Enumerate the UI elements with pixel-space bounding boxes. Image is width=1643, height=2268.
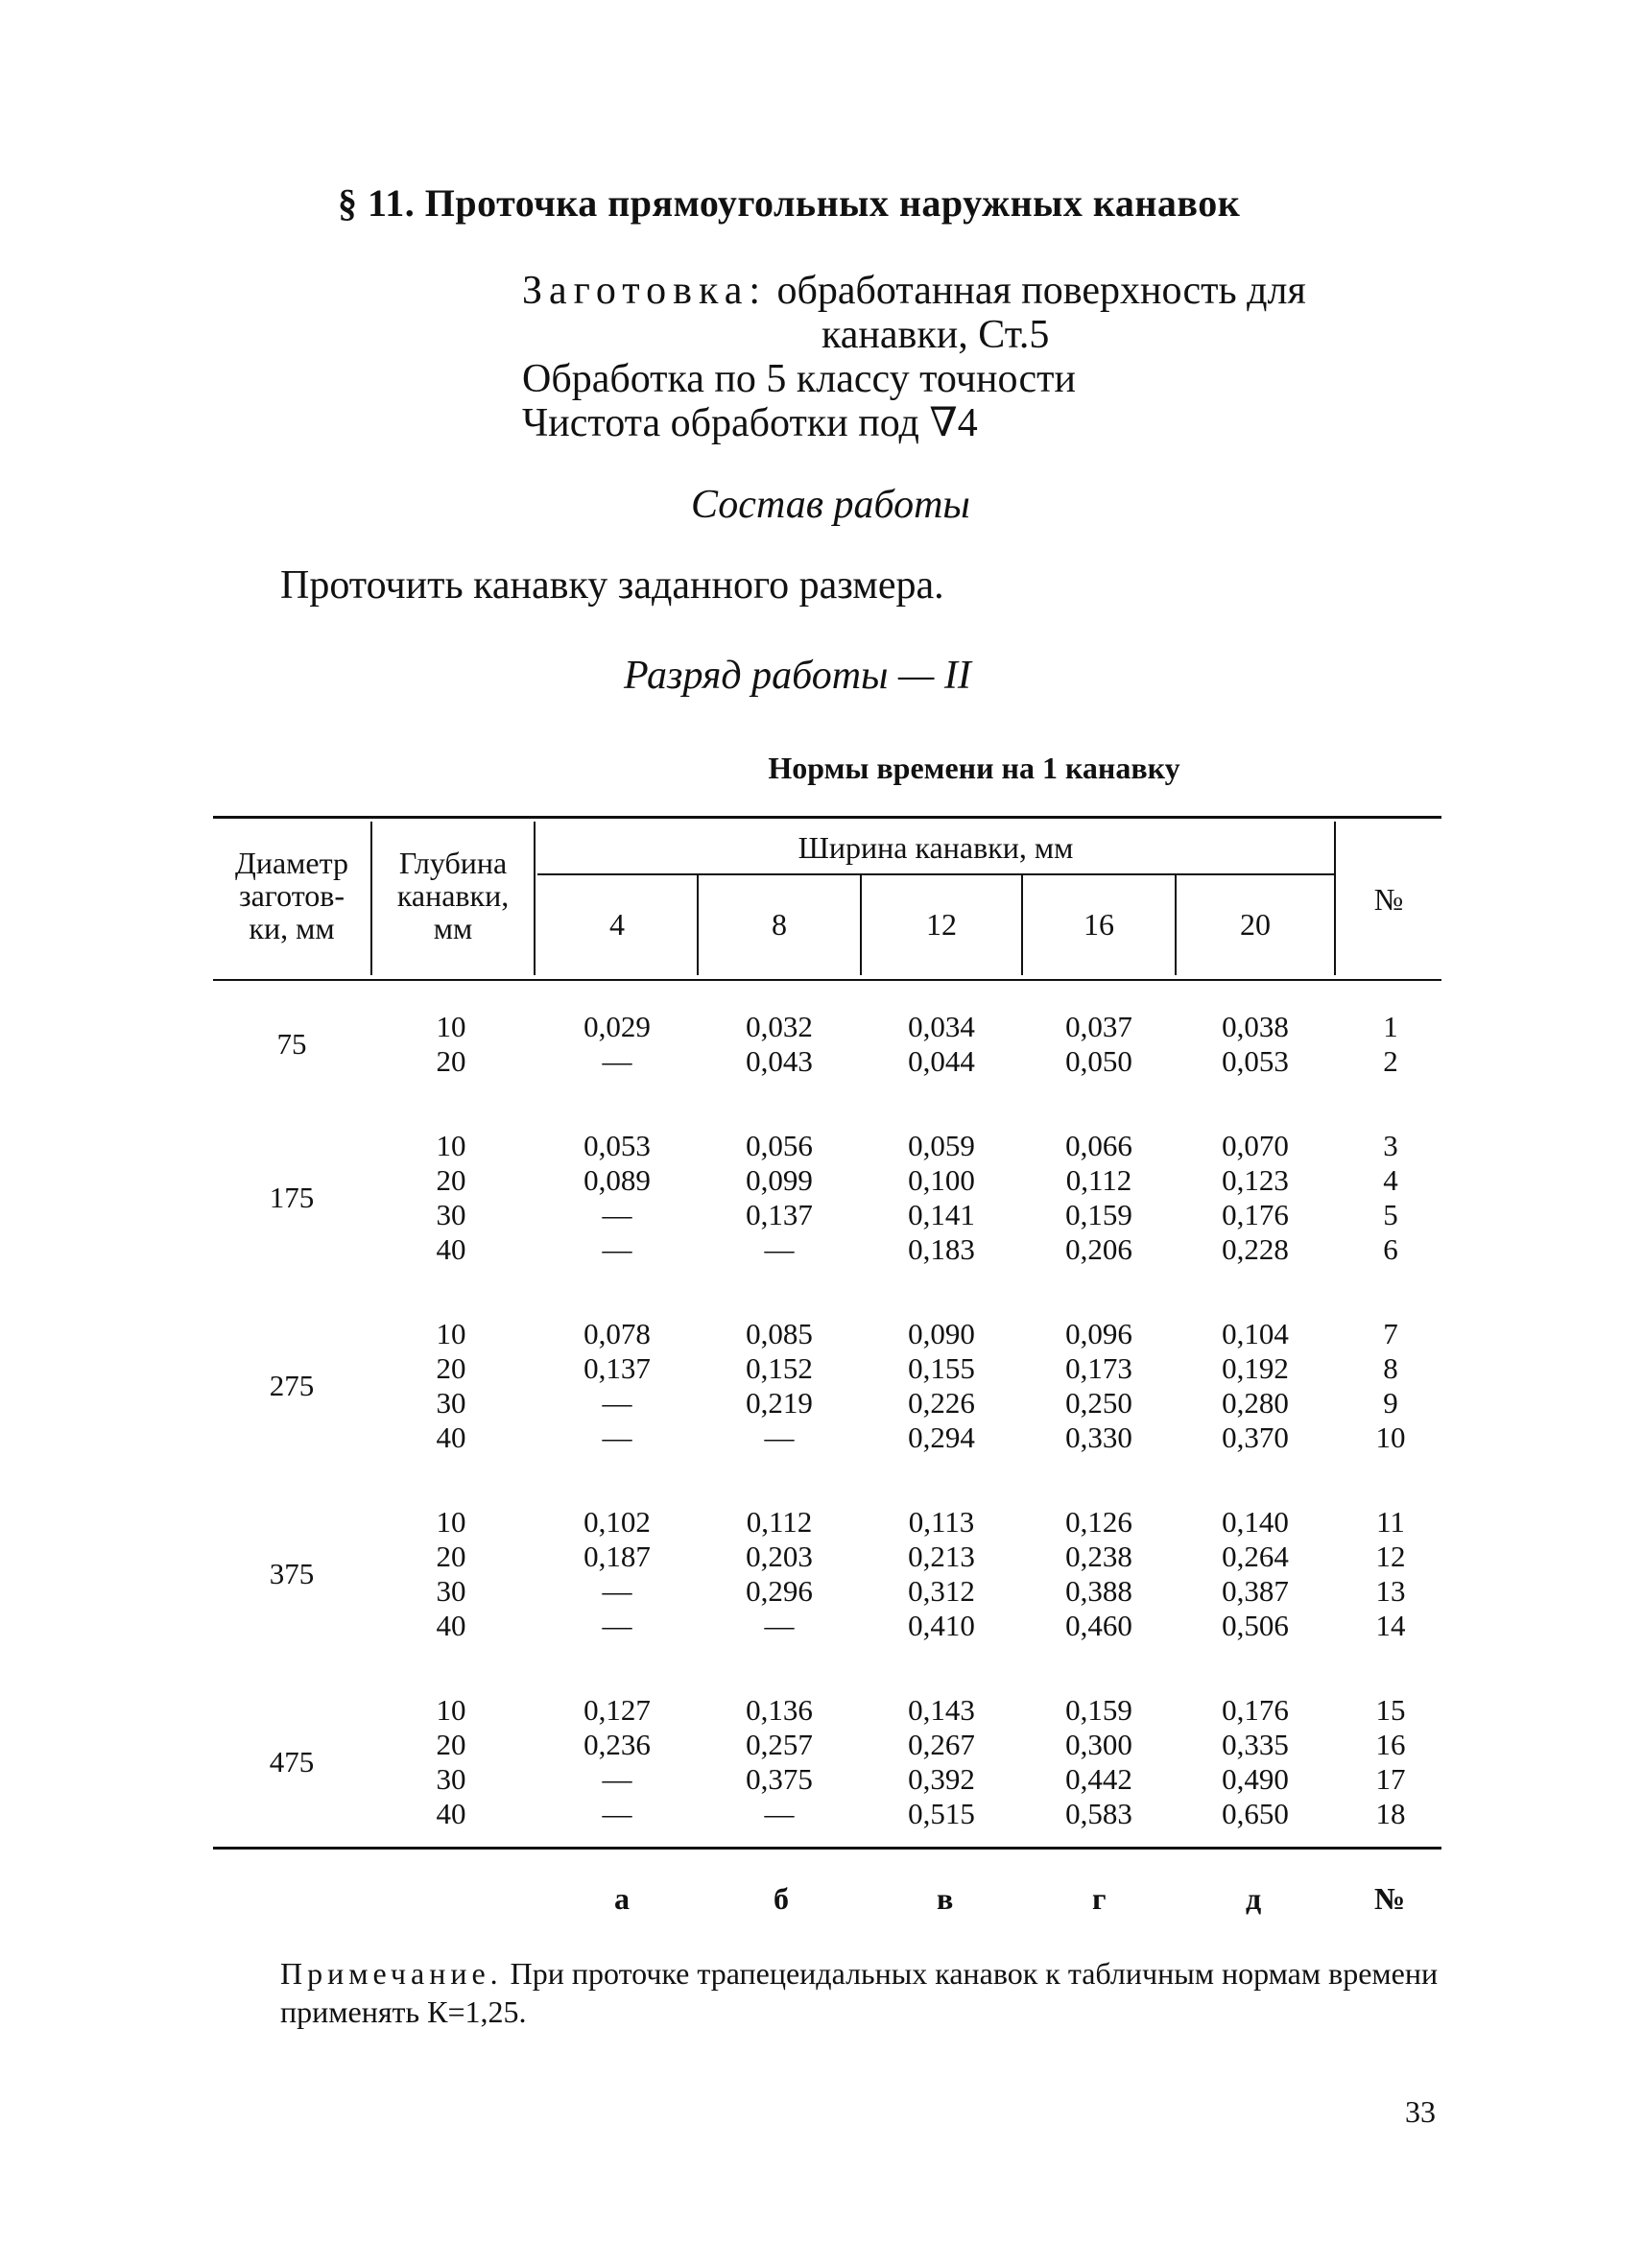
row-number-cell: 12 — [1375, 1540, 1406, 1573]
time-norm-cell: 0,096 — [1065, 1317, 1132, 1350]
time-norm-cell: — — [602, 1762, 632, 1796]
depth-cell: 40 — [436, 1609, 466, 1642]
time-norm-cell: 0,335 — [1222, 1728, 1289, 1761]
depth-cell: 10 — [436, 1129, 466, 1162]
time-norm-cell: 0,300 — [1065, 1728, 1132, 1761]
column-letter-g: г — [1092, 1881, 1107, 1916]
time-norm-cell: 0,159 — [1065, 1693, 1132, 1727]
time-norm-cell: 0,123 — [1222, 1163, 1289, 1197]
time-norm-cell: 0,137 — [746, 1198, 813, 1231]
time-norm-cell: 0,176 — [1222, 1693, 1289, 1727]
depth-cell: 20 — [436, 1044, 466, 1078]
row-number-cell: 5 — [1383, 1198, 1398, 1231]
table-bottom-rule — [213, 1847, 1441, 1850]
time-norm-cell: 0,203 — [746, 1540, 813, 1573]
time-norm-cell: 0,219 — [746, 1386, 813, 1420]
row-number-cell: 3 — [1383, 1129, 1398, 1162]
time-norm-cell: — — [764, 1420, 795, 1454]
column-letter-b: б — [774, 1881, 789, 1916]
time-norm-cell: 0,213 — [908, 1540, 975, 1573]
time-norm-cell: — — [764, 1609, 795, 1642]
row-number-cell: 4 — [1383, 1163, 1398, 1197]
depth-cell: 20 — [436, 1540, 466, 1573]
work-grade: Разряд работы — II — [624, 654, 971, 698]
time-norm-cell: 0,206 — [1065, 1232, 1132, 1266]
machining-class: Обработка по 5 классу точности — [522, 357, 1076, 401]
note-label: Примечание. — [280, 1956, 503, 1991]
time-norm-cell: 0,226 — [908, 1386, 975, 1420]
table-header-rule — [213, 979, 1441, 981]
time-norm-cell: 0,059 — [908, 1129, 975, 1162]
time-norm-cell: — — [602, 1609, 632, 1642]
time-norm-cell: — — [764, 1232, 795, 1266]
depth-cell: 30 — [436, 1386, 466, 1420]
time-norm-cell: 0,515 — [908, 1797, 975, 1830]
column-letter-num: № — [1374, 1881, 1406, 1916]
depth-cell: 10 — [436, 1317, 466, 1350]
diameter-header: Диаметр заготов- ки, мм — [235, 846, 348, 945]
time-norm-cell: 0,032 — [746, 1010, 813, 1043]
time-norm-cell: — — [602, 1797, 632, 1830]
time-norm-cell: 0,099 — [746, 1163, 813, 1197]
time-norm-cell: 0,173 — [1065, 1351, 1132, 1385]
row-number-cell: 11 — [1376, 1505, 1405, 1539]
time-norm-cell: 0,159 — [1065, 1198, 1132, 1231]
time-norm-cell: — — [764, 1797, 795, 1830]
row-number-cell: 6 — [1383, 1232, 1398, 1266]
time-norm-cell: 0,066 — [1065, 1129, 1132, 1162]
time-norm-cell: 0,387 — [1222, 1574, 1289, 1608]
time-norm-cell: 0,137 — [583, 1351, 651, 1385]
section-title: § 11. Проточка прямоугольных наружных канавок — [338, 181, 1241, 225]
time-norm-cell: 0,410 — [908, 1609, 975, 1642]
time-norm-cell: 0,050 — [1065, 1044, 1132, 1078]
number-header: № — [1373, 882, 1404, 917]
time-norm-cell: 0,152 — [746, 1351, 813, 1385]
row-number-cell: 10 — [1375, 1420, 1406, 1454]
time-norm-cell: 0,085 — [746, 1317, 813, 1350]
diameter-cell: 75 — [276, 1027, 307, 1061]
work-description: Проточить канавку заданного размера. — [280, 563, 944, 608]
time-norm-cell: 0,102 — [583, 1505, 651, 1539]
time-norm-cell: 0,392 — [908, 1762, 975, 1796]
time-norm-cell: 0,053 — [583, 1129, 651, 1162]
time-norm-cell: 0,029 — [583, 1010, 651, 1043]
note-text: При проточке трапецеидальных канавок к табличным нормам времени применять К=1,25. — [280, 1956, 1439, 2029]
depth-cell: 30 — [436, 1762, 466, 1796]
time-norm-cell: 0,140 — [1222, 1505, 1289, 1539]
time-norm-cell: 0,650 — [1222, 1797, 1289, 1830]
row-number-cell: 13 — [1375, 1574, 1406, 1608]
time-norm-cell: — — [602, 1044, 632, 1078]
row-number-cell: 17 — [1375, 1762, 1406, 1796]
time-norm-cell: 0,267 — [908, 1728, 975, 1761]
time-norm-cell: 0,280 — [1222, 1386, 1289, 1420]
row-number-cell: 16 — [1375, 1728, 1406, 1761]
time-norm-cell: 0,296 — [746, 1574, 813, 1608]
time-norm-cell: 0,127 — [583, 1693, 651, 1727]
time-norm-cell: 0,053 — [1222, 1044, 1289, 1078]
surface-finish: Чистота обработки под ∇4 — [522, 401, 978, 445]
depth-cell: 20 — [436, 1163, 466, 1197]
note — [280, 1954, 1447, 2031]
time-norm-cell: 0,043 — [746, 1044, 813, 1078]
time-norm-cell: 0,112 — [746, 1505, 813, 1539]
time-norm-cell: 0,490 — [1222, 1762, 1289, 1796]
time-norm-cell: 0,112 — [1065, 1163, 1132, 1197]
time-norm-cell: 0,155 — [908, 1351, 975, 1385]
time-norm-cell: 0,089 — [583, 1163, 651, 1197]
time-norm-cell: 0,104 — [1222, 1317, 1289, 1350]
time-norm-cell: — — [602, 1232, 632, 1266]
width-20: 20 — [1240, 907, 1271, 942]
column-letter-d: д — [1246, 1881, 1262, 1916]
time-norm-cell: 0,330 — [1065, 1420, 1132, 1454]
work-heading: Состав работы — [691, 483, 970, 527]
time-norm-cell: 0,192 — [1222, 1351, 1289, 1385]
time-norm-cell: 0,143 — [908, 1693, 975, 1727]
depth-cell: 40 — [436, 1797, 466, 1830]
time-norm-cell: 0,257 — [746, 1728, 813, 1761]
col-divider-2 — [534, 822, 536, 975]
depth-cell: 30 — [436, 1574, 466, 1608]
page-number: 33 — [1405, 2094, 1436, 2129]
time-norm-cell: 0,250 — [1065, 1386, 1132, 1420]
row-number-cell: 18 — [1375, 1797, 1406, 1830]
depth-cell: 10 — [436, 1693, 466, 1727]
diameter-cell: 375 — [269, 1557, 315, 1590]
workpiece-label: Заготовка: — [522, 269, 768, 313]
time-norm-cell: 0,375 — [746, 1762, 813, 1796]
time-norm-cell: 0,388 — [1065, 1574, 1132, 1608]
time-norm-cell: 0,187 — [583, 1540, 651, 1573]
table-top-rule — [213, 816, 1441, 819]
time-norm-cell: 0,264 — [1222, 1540, 1289, 1573]
depth-cell: 40 — [436, 1420, 466, 1454]
time-norm-cell: 0,236 — [583, 1728, 651, 1761]
time-norm-cell: 0,038 — [1222, 1010, 1289, 1043]
time-norm-cell: — — [602, 1386, 632, 1420]
workpiece-text: обработанная поверхность для — [776, 269, 1306, 313]
time-norm-cell: — — [602, 1420, 632, 1454]
diameter-cell: 475 — [269, 1745, 315, 1779]
column-letter-v: в — [937, 1881, 954, 1916]
depth-header: Глубина канавки, мм — [396, 846, 510, 945]
time-norm-cell: 0,056 — [746, 1129, 813, 1162]
table-caption: Нормы времени на 1 канавку — [768, 751, 1180, 785]
depth-cell: 30 — [436, 1198, 466, 1231]
row-number-cell: 15 — [1375, 1693, 1406, 1727]
depth-cell: 20 — [436, 1351, 466, 1385]
width-16: 16 — [1083, 907, 1114, 942]
width-8: 8 — [772, 907, 787, 942]
time-norm-cell: 0,370 — [1222, 1420, 1289, 1454]
row-number-cell: 1 — [1383, 1010, 1398, 1043]
diameter-cell: 175 — [269, 1181, 315, 1214]
time-norm-cell: 0,583 — [1065, 1797, 1132, 1830]
time-norm-cell: 0,294 — [908, 1420, 975, 1454]
depth-cell: 20 — [436, 1728, 466, 1761]
time-norm-cell: — — [602, 1574, 632, 1608]
time-norm-cell: 0,506 — [1222, 1609, 1289, 1642]
width-12: 12 — [926, 907, 957, 942]
time-norm-cell: 0,126 — [1065, 1505, 1132, 1539]
time-norm-cell: 0,078 — [583, 1317, 651, 1350]
time-norm-cell: 0,141 — [908, 1198, 975, 1231]
depth-cell: 10 — [436, 1505, 466, 1539]
time-norm-cell: 0,090 — [908, 1317, 975, 1350]
time-norm-cell: 0,070 — [1222, 1129, 1289, 1162]
row-number-cell: 7 — [1383, 1317, 1398, 1350]
time-norm-cell: 0,460 — [1065, 1609, 1132, 1642]
time-norm-cell: 0,037 — [1065, 1010, 1132, 1043]
workpiece-text-cont: канавки, Ст.5 — [822, 313, 1050, 357]
row-number-cell: 14 — [1375, 1609, 1406, 1642]
workpiece-line-1 — [522, 269, 1306, 313]
time-norm-cell: 0,034 — [908, 1010, 975, 1043]
time-norm-cell: 0,100 — [908, 1163, 975, 1197]
time-norm-cell: 0,044 — [908, 1044, 975, 1078]
column-letter-a: а — [614, 1881, 630, 1916]
row-number-cell: 2 — [1383, 1044, 1398, 1078]
diameter-cell: 275 — [269, 1369, 315, 1402]
time-norm-cell: — — [602, 1198, 632, 1231]
row-number-cell: 8 — [1383, 1351, 1398, 1385]
width-4: 4 — [609, 907, 625, 942]
width-header-rule — [537, 873, 1334, 875]
depth-cell: 40 — [436, 1232, 466, 1266]
time-norm-cell: 0,228 — [1222, 1232, 1289, 1266]
time-norm-cell: 0,183 — [908, 1232, 975, 1266]
depth-cell: 10 — [436, 1010, 466, 1043]
time-norm-cell: 0,136 — [746, 1693, 813, 1727]
time-norm-cell: 0,176 — [1222, 1198, 1289, 1231]
width-header: Ширина канавки, мм — [798, 830, 1074, 865]
row-number-cell: 9 — [1383, 1386, 1398, 1420]
time-norm-cell: 0,312 — [908, 1574, 975, 1608]
time-norm-cell: 0,442 — [1065, 1762, 1132, 1796]
time-norm-cell: 0,238 — [1065, 1540, 1132, 1573]
time-norm-cell: 0,113 — [908, 1505, 975, 1539]
workpiece-block — [522, 269, 1306, 445]
